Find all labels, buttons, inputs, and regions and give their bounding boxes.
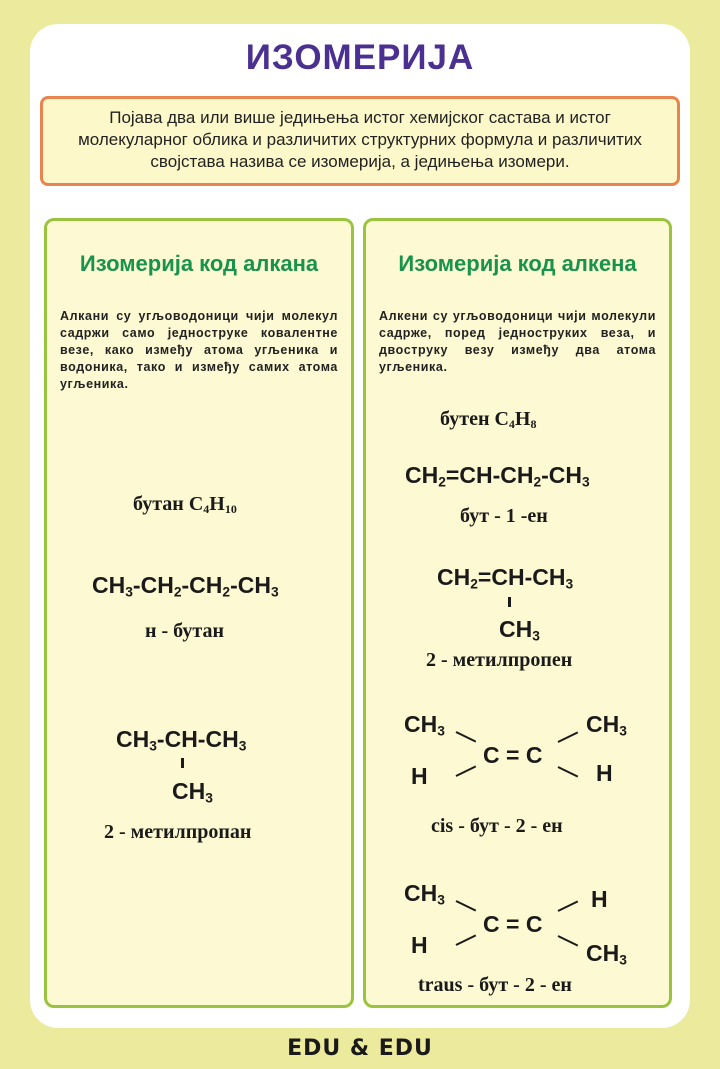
methylpropane-formula: $CH_3-CH-CH_3$ xyxy=(116,726,247,754)
cis-top-right-group: $CH_3$ xyxy=(586,711,627,739)
butene-compound-label: бутен $C_4H_8$ xyxy=(440,408,537,431)
trans-bottom-left-group: H xyxy=(411,932,428,958)
n-butane-name: н - бутан xyxy=(145,620,225,642)
cis-bottom-right-group: H xyxy=(596,760,613,786)
alkanes-panel xyxy=(44,218,354,1008)
methylpropene-bond xyxy=(508,597,511,607)
butene-1-name: бут - 1 -ен xyxy=(460,505,548,527)
methylpropane-name: 2 - метилпропан xyxy=(104,821,252,843)
cis-top-left-group: $CH_3$ xyxy=(404,711,445,739)
trans-top-right-group: H xyxy=(591,886,608,912)
cis-double-bond: C = C xyxy=(483,742,543,768)
page-title: ИЗОМЕРИЈА xyxy=(245,38,475,77)
definition-box xyxy=(40,96,680,186)
methylpropene-formula: $CH_2=CH-CH_3$ xyxy=(437,564,574,592)
methylpropane-branch: $CH_3$ xyxy=(172,778,213,806)
methylpropane-bond xyxy=(181,758,184,768)
alkanes-description: Алкани су угљоводоници чији молекул садржи само једноструке ковалентне везе, како између атома угљеника и водоника, тако и између самих атома угљеника. xyxy=(60,309,338,391)
alkanes-heading: Изомерија код алкана xyxy=(79,251,319,276)
methylpropene-name: 2 - метилпропен xyxy=(426,649,573,671)
cis-bottom-left-group: H xyxy=(411,763,428,789)
methylpropene-branch: $CH_3$ xyxy=(499,616,540,644)
trans-name: traus - бут - 2 - ен xyxy=(418,974,572,996)
cis-name: cis - бут - 2 - ен xyxy=(431,815,563,837)
definition-text: Појава два или више једињења истог хемијског састава и истог молекуларног облика и различитих структурних формула и различитих својстава назива се изомерија, а једињења изомери. xyxy=(78,108,642,171)
butene-1-formula: $CH_2=CH-CH_2-CH_3$ xyxy=(405,462,590,490)
alkenes-heading: Изомерија код алкена xyxy=(398,251,637,276)
edu-logo: EDU & EDU xyxy=(287,1036,433,1061)
trans-top-left-group: $CH_3$ xyxy=(404,880,445,908)
trans-bottom-right-group: $CH_3$ xyxy=(586,940,627,968)
n-butane-formula: $CH_3-CH_2-CH_2-CH_3$ xyxy=(92,572,279,600)
butane-compound-label: бутан $C_4H_{10}$ xyxy=(133,493,237,516)
trans-double-bond: C = C xyxy=(483,911,543,937)
alkenes-description: Алкени су угљоводоници чији молекули садрже, поред једноструких веза, и двоструку везу између два атома угљеника. xyxy=(379,309,656,374)
